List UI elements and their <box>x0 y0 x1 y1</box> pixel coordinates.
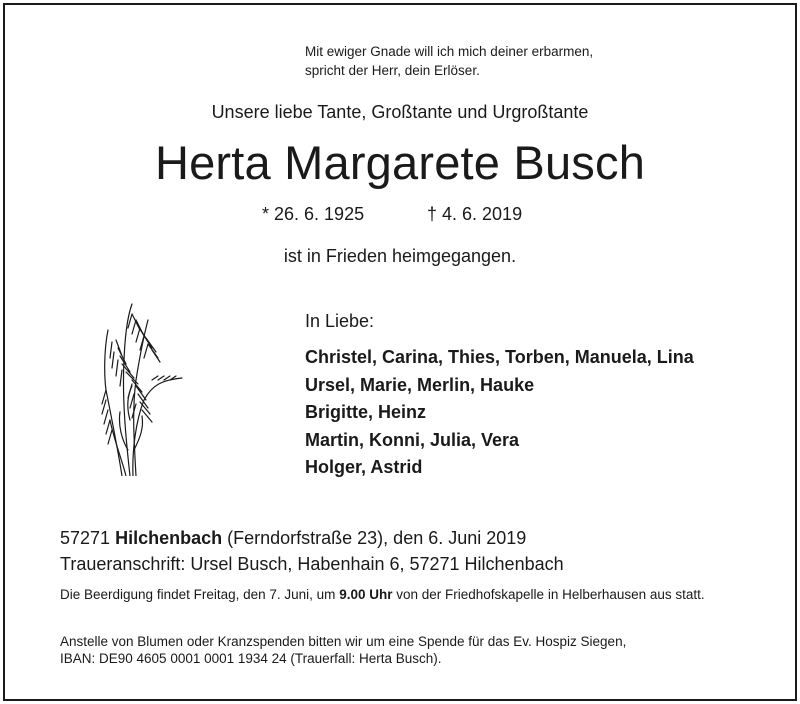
mourners-heading: In Liebe: <box>305 311 375 331</box>
mourner-line: Martin, Konni, Julia, Vera <box>305 429 520 450</box>
donation-line-2: IBAN: DE90 4605 0001 0001 1934 24 (Trauerfall: Herta Busch). <box>60 651 442 666</box>
funeral-text-after: von der Friedhofskapelle in Helberhausen aus statt. <box>396 587 705 602</box>
mourner-line: Ursel, Marie, Merlin, Hauke <box>305 374 535 395</box>
mourner-line: Brigitte, Heinz <box>305 402 427 422</box>
passing-text: ist in Frieden heimgegangen. <box>283 246 517 266</box>
deceased-name: Herta Margarete Busch <box>154 136 646 189</box>
funeral-text-before: Die Beerdigung findet Freitag, den 7. Juni, um <box>60 587 336 602</box>
quote-line-1: Mit ewiger Gnade will ich mich deiner erbarmen, <box>305 44 594 59</box>
wheat-illustration <box>92 300 188 476</box>
mourner-line: Christel, Carina, Thies, Torben, Manuela, Lina <box>305 347 694 367</box>
birth-date: * 26. 6. 1925 <box>262 204 365 224</box>
funeral-time: 9.00 Uhr <box>339 587 393 602</box>
place-date-line <box>60 525 564 551</box>
address-block <box>60 525 564 577</box>
quote-line-2: spricht der Herr, dein Erlöser. <box>305 63 480 78</box>
mourners-list <box>305 344 694 482</box>
donation-note <box>60 633 750 667</box>
bible-quote <box>305 42 593 80</box>
zip-code: 57271 <box>60 528 111 548</box>
street-date: (Ferndorfstraße 23), den 6. Juni 2019 <box>227 528 527 548</box>
funeral-note <box>60 586 750 603</box>
city-name: Hilchenbach <box>115 528 223 548</box>
intro-text: Unsere liebe Tante, Großtante und Urgroßtante <box>211 102 589 122</box>
death-date: † 4. 6. 2019 <box>427 204 523 224</box>
mourner-line: Holger, Astrid <box>305 457 423 477</box>
donation-line-1: Anstelle von Blumen oder Kranzspenden bitten wir um eine Spende für das Ev. Hospiz Siegen, <box>60 634 627 649</box>
mourning-address: Traueranschrift: Ursel Busch, Habenhain 6, 57271 Hilchenbach <box>60 554 564 574</box>
